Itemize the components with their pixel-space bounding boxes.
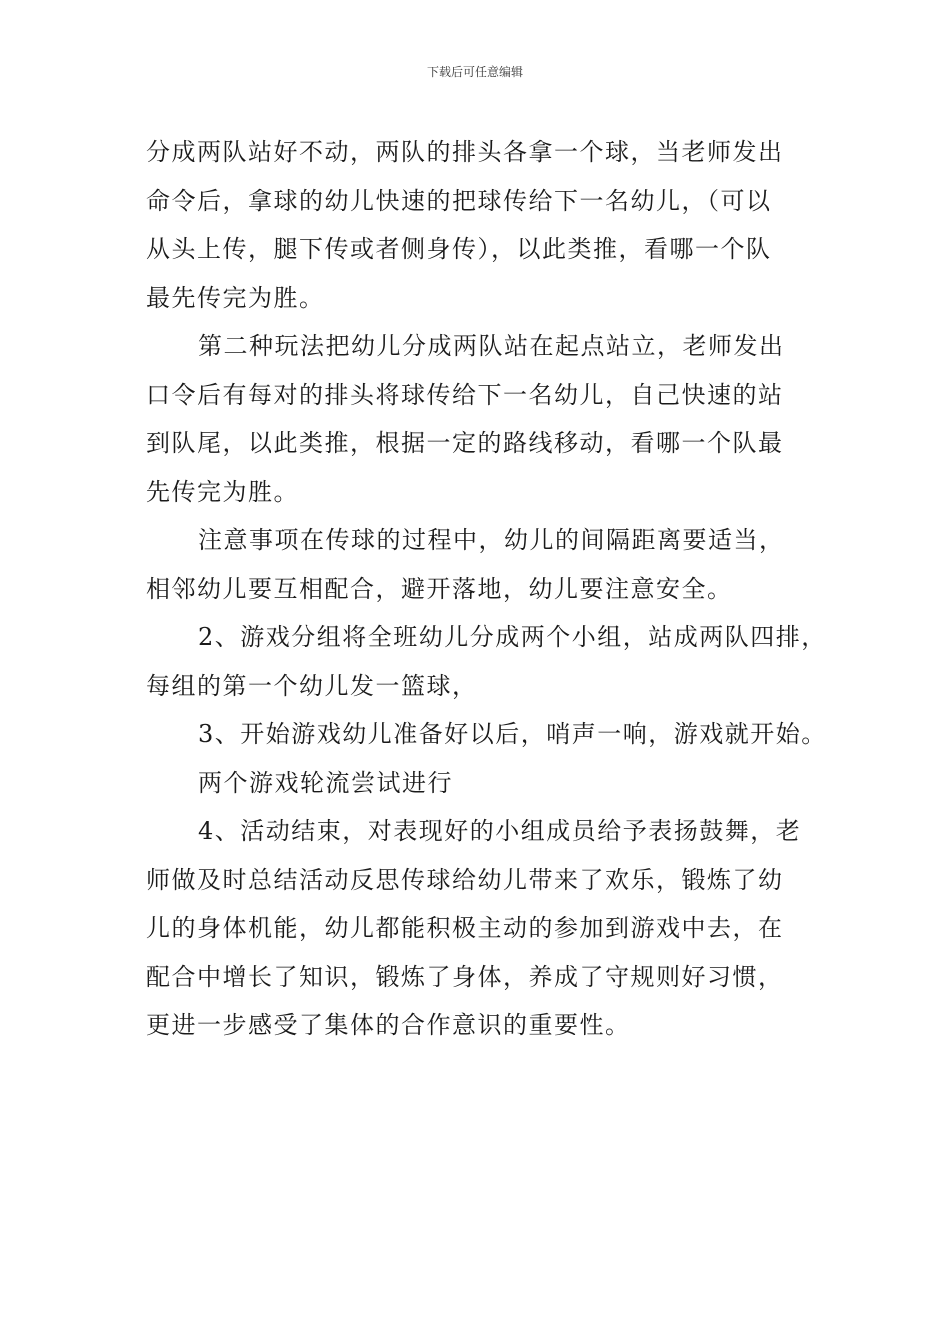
text-line: 最先传完为胜。 [146, 283, 325, 312]
text-line: 每组的第一个幼儿发一篮球， [146, 671, 478, 700]
text-line: 师做及时总结活动反思传球给幼儿带来了欢乐，锻炼了幼 [146, 865, 784, 894]
text-line: 配合中增长了知识，锻炼了身体，养成了守规则好习惯， [146, 962, 784, 991]
text-line: 儿的身体机能，幼儿都能积极主动的参加到游戏中去，在 [146, 914, 784, 942]
text-line: 命令后，拿球的幼儿快速的把球传给下一名幼儿，（可以 [146, 186, 772, 215]
text-line: 2、游戏分组将全班幼儿分成两个小组，站成两队四排， [198, 623, 827, 651]
text-line: 口令后有每对的排头将球传给下一名幼儿，自己快速的站 [146, 380, 784, 409]
text-line: 分成两队站好不动，两队的排头各拿一个球，当老师发出 [146, 138, 784, 166]
text-line: 注意事项在传球的过程中，幼儿的间隔距离要适当， [198, 526, 785, 554]
document-body [146, 128, 827, 1050]
text-line: 从头上传，腿下传或者侧身传），以此类推，看哪一个队 [146, 235, 772, 263]
text-line: 到队尾，以此类推，根据一定的路线移动，看哪一个队最 [146, 429, 784, 457]
text-line: 两个游戏轮流尝试进行 [198, 768, 453, 797]
text-line: 先传完为胜。 [146, 477, 299, 506]
text-line: 3、开始游戏幼儿准备好以后，哨声一响，游戏就开始。 [198, 720, 827, 748]
text-line: 更进一步感受了集体的合作意识的重要性。 [146, 1011, 631, 1039]
text-line: 4、活动结束，对表现好的小组成员给予表扬鼓舞，老 [198, 817, 802, 845]
text-line: 第二种玩法把幼儿分成两队站在起点站立，老师发出 [198, 332, 785, 360]
text-line: 相邻幼儿要互相配合，避开落地，幼儿要注意安全。 [146, 574, 733, 603]
page-header: 下载后可任意编辑 [426, 65, 523, 79]
